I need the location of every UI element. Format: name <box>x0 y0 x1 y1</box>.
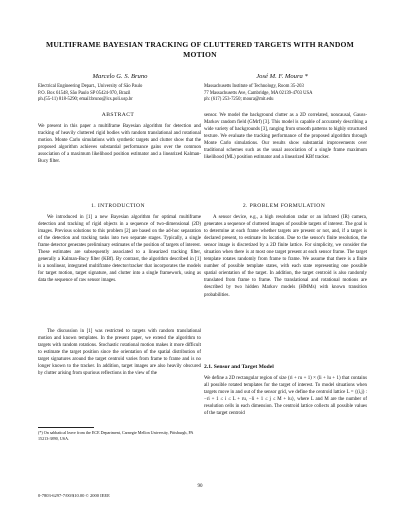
author-2-affiliation: Massachusetts Institute of Technology, Room 35-203 77 Massachusetts Ave, Cambridge, MA 02139-4703 USA ph: (617) 253-7250; moura@mit.edu <box>204 84 313 103</box>
isbn-copyright: 0-7803-6297-7/00/$10.00 © 2000 IEEE <box>38 493 110 498</box>
sensor-target-model-paragraph: We define a 2D rectangular region of size (ri + ru + 1) × (li + lu + 1) that contains all possible rotated templates for the target of interest. To model situations when targets move in and out of the sensor grid, we define the centroid lattice L = {(i,j) : −ri + 1 ≤ i ≤ L + ru, −li + 1 ≤ j ≤ M + lu}, where L and M are the number of resolution cells in each dimension. The centroid lattice collects all possible values of the target centroid <box>204 376 367 417</box>
intro-heading: 1. INTRODUCTION <box>91 203 145 209</box>
author-1-name: Marcelo G. S. Bruno <box>92 73 148 80</box>
right-col-continuation: sensor. We model the background clutter as a 2D correlated, noncausal, Gauss-Markov random field (GMrf) [3]. This model is capable of accurately describing a wide variety of backgrounds [3], ranging from smooth patterns to highly structured texture. We evaluate the tracking performance of the proposed algorithm through Monte Carlo simulations. Our results show substantial improvements over traditional schemes such as the usual association of a single frame maximum likelihood (ML) position estimator and a linearized KBf tracker. <box>204 113 367 161</box>
problem-formulation-paragraph: A sensor device, e.g., a high resolution radar or an infrared (IR) camera, generates a sequence of cluttered images of possible targets of interest. The goal is to determine at each frame whether targets are present or not, and, if a target is declared present, to estimate its location. Due to the sensor's finite resolution, the sensor image is discretized by a 2D finite lattice. For simplicity, we consider the situation when there is at most one target present at each sensor frame. The target template rotates randomly from frame to frame. We assume that there is a finite number of possible template states, with each state representing one possible spatial orientation of the target. In addition, the target centroid is also randomly translated from frame to frame. The translational and rotational motions are described by two hidden Markov models (HMMs) with known transition probabilities. <box>204 215 367 298</box>
sensor-target-model-heading: 2.1. Sensor and Target Model <box>204 364 274 370</box>
footnote-rule <box>38 427 94 428</box>
abstract-heading: ABSTRACT <box>101 112 135 118</box>
page-number: 90 <box>197 484 203 489</box>
abstract-text: We present in this paper a multiframe Bayesian algorithm for detection and tracking of heavily cluttered rigid bodies with random translational and rotational motion. Monte Carlo simulations with synthetic targets and clutter show that the proposed algorithm achieves substantial performance gains over the common association of a maximum likelihood position estimator and a linearized Kalman-Bucy filter. <box>38 124 201 165</box>
footnote: (*) On sabbatical leave from the ECE Department, Carnegie Mellon University, Pittsburgh, PA 15213-3890, USA. <box>38 430 194 441</box>
author-1-affiliation: Electrical Engineering Depart., University of São Paulo P.O. Box 61548, São Paulo SP 05424-970, Brazil ph.(55-11) 818-5290; email:bruno@lcs.poli.usp.br <box>38 84 143 103</box>
intro-paragraph-1: We introduced in [1] a new Bayesian algorithm for optimal multiframe detection and tracking of rigid objects in a sequence of two-dimensional (2D) images. Previous solutions to this problem [2] are based on the ad-hoc separation of the detection and tracking tasks into two separate stages. Typically, a single frame detector generates preliminary estimates of the position of targets of interest. These estimates are subsequently associated to a linearized tracking filter, generally a Kalman-Bucy filter (KBf). By contrast, the algorithm described in [1] is a nonlinear, integrated multiframe detector/tracker that incorporates the models for target motion, target signature, and clutter into a single framework, using as data the sequence of raw sensor images. <box>38 215 201 284</box>
intro-paragraph-2: The discussion in [1] was restricted to targets with random translational motion and known templates. In the present paper, we extend the algorithm to targets with random rotations. Stochastic rotational motion makes it more difficult to estimate the target position since the orientation of the spatial distribution of target signatures around the target centroid varies from frame to frame and is no longer known to the tracker. In addition, target images are also heavily obscured by clutter arising from spurious reflections in the view of the <box>38 329 201 377</box>
problem-formulation-heading: 2. PROBLEM FORMULATION <box>242 203 326 209</box>
paper-title: MULTIFRAME BAYESIAN TRACKING OF CLUTTERED TARGETS WITH RANDOM MOTION <box>45 40 355 59</box>
author-2-name: José M. F. Moura * <box>256 73 308 80</box>
